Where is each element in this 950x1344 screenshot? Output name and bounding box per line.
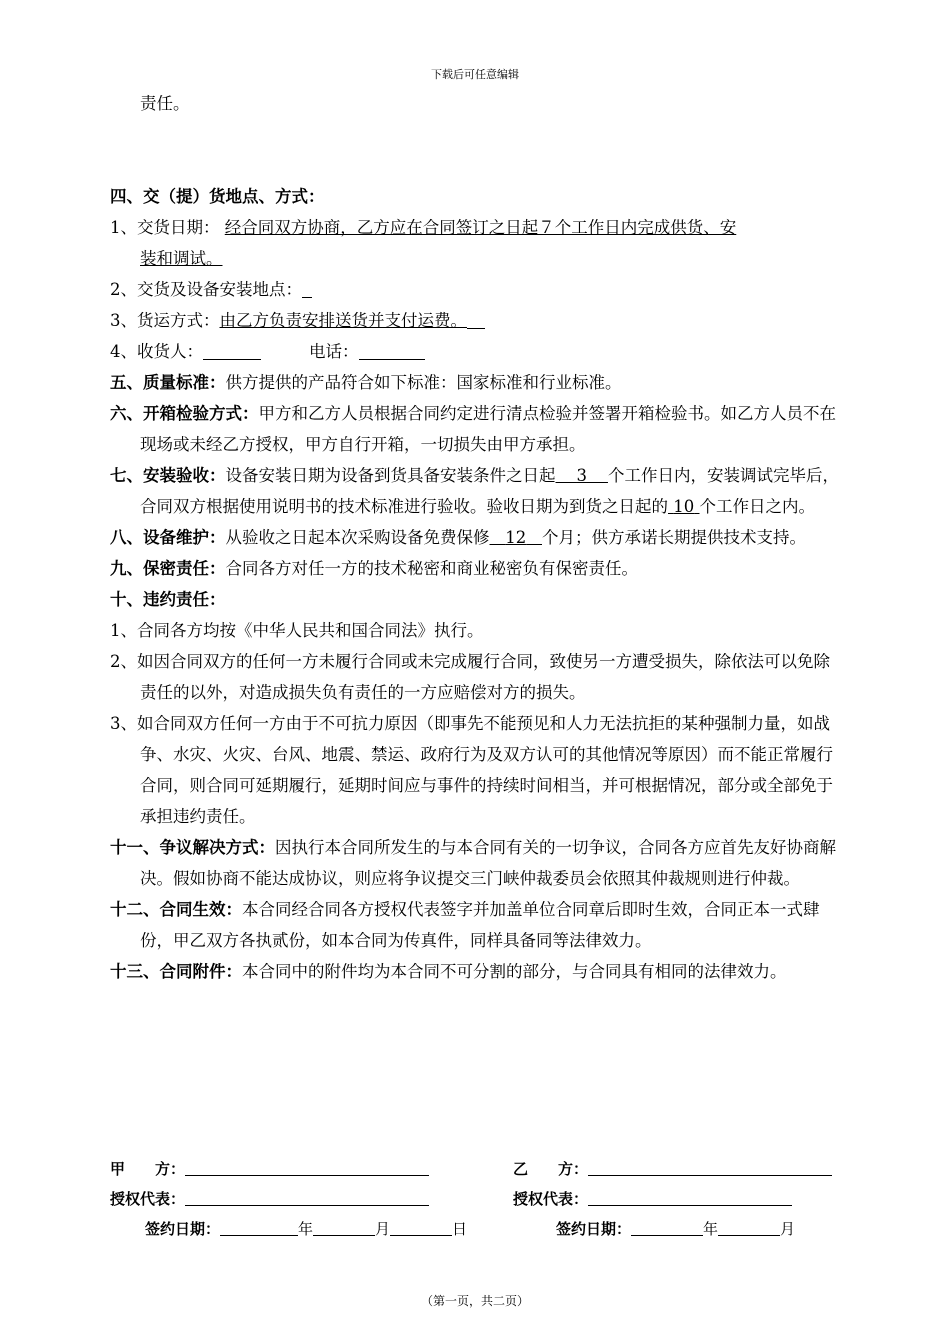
party-a-month-field[interactable] [313,1221,375,1236]
party-a-rep-label: 授权代表： [110,1190,186,1208]
shipping-method-value: 由乙方负责安排送货并支付运费。 [219,311,467,330]
party-a-field[interactable] [185,1161,429,1176]
party-b-month-field[interactable] [718,1221,780,1236]
delivery-date: 1、交货日期： 经合同双方协商，乙方应在合同签订之日起７个工作日内完成供货、安 装和调试。 [110,218,737,268]
section-10-item-3: 3、如合同双方任何一方由于不可抗力原因（即事先不能预见和人力无法抗拒的某种强制力量，如战争、水灾、火灾、台风、地震、禁运、政府行为及双方认可的其他情况等原因）而不能正常履行合同，则合同可延期履行，延期时间应与事件的持续时间相当，并可根据情况，部分或全部免于承担违约责任。 [110,714,833,826]
contract-body [110,88,846,987]
section-7: 七、安装验收：设备安装日期为设备到货具备安装条件之日起 3 个工作日内，安装调试完毕后，合同双方根据使用说明书的技术标准进行验收。验收日期为到货之日起的 10 个工作日之内。 [110,466,839,516]
party-b-row [513,1158,832,1179]
party-a-date-label: 签约日期： [145,1220,221,1238]
section-9: 九、保密责任：合同各方对任一方的技术秘密和商业秘密负有保密责任。 [110,559,638,578]
shipping-method: 3、货运方式：由乙方负责安排送货并支付运费。 [110,305,846,336]
section-10-item-2: 2、如因合同双方的任何一方未履行合同或未完成履行合同，致使另一方遭受损失，除依法可以免除责任的以外，对造成损失负有责任的一方应赔偿对方的损失。 [110,652,830,702]
party-b-rep-row [513,1188,792,1209]
page-header: 下载后可任意编辑 [431,68,519,81]
party-a-label: 甲 方： [110,1160,186,1178]
party-b-date-row: 签约日期： 年 月 [556,1220,796,1238]
section-12: 十二、合同生效：本合同经合同各方授权代表签字并加盖单位合同章后即时生效，合同正本一式肆份，甲乙双方各执贰份，如本合同为传真件，同样具备同等法律效力。 [110,900,820,950]
party-a-date-row: 签约日期： 年 月 日 [145,1220,468,1238]
party-a-rep-row [110,1188,429,1209]
party-a-year-field[interactable] [220,1221,298,1236]
lead-text: 责任。 [140,94,190,113]
section-10-title: 十、违约责任： [110,590,226,609]
party-b-label: 乙 方： [513,1160,589,1178]
section-8: 八、设备维护：从验收之日起本次采购设备免费保修 12 个月；供方承诺长期提供技术支持。 [110,528,806,547]
receiver: 4、收货人： 电话： [110,336,846,367]
party-b-year-field[interactable] [631,1221,703,1236]
delivery-date-value: 经合同双方协商，乙方应在合同签订之日起７个工作日内完成供货、安 [224,218,737,237]
section-6: 六、开箱检验方式：甲方和乙方人员根据合同约定进行清点检验并签署开箱检验书。如乙方人员不在现场或未经乙方授权，甲方自行开箱，一切损失由甲方承担。 [110,404,836,454]
section-10-item-1: 1、合同各方均按《中华人民共和国合同法》执行。 [110,621,484,640]
party-a-row [110,1158,429,1179]
party-a-day-field[interactable] [390,1221,452,1236]
section-11: 十一、争议解决方式：因执行本合同所发生的与本合同有关的一切争议，合同各方应首先友好协商解决。假如协商不能达成协议，则应将争议提交三门峡仲裁委员会依照其仲裁规则进行仲裁。 [110,838,836,888]
section-4-title: 四、交（提）货地点、方式： [110,187,325,206]
party-b-date-label: 签约日期： [556,1220,632,1238]
party-b-field[interactable] [588,1161,832,1176]
page-footer: （第一页，共二页） [420,1294,529,1308]
party-a-rep-field[interactable] [185,1191,429,1206]
party-b-rep-label: 授权代表： [513,1190,589,1208]
section-13: 十三、合同附件：本合同中的附件均为本合同不可分割的部分，与合同具有相同的法律效力。 [110,962,787,981]
delivery-location: 2、交货及设备安装地点： [110,274,846,305]
party-b-rep-field[interactable] [588,1191,792,1206]
section-5: 五、质量标准：供方提供的产品符合如下标准：国家标准和行业标准。 [110,373,622,392]
